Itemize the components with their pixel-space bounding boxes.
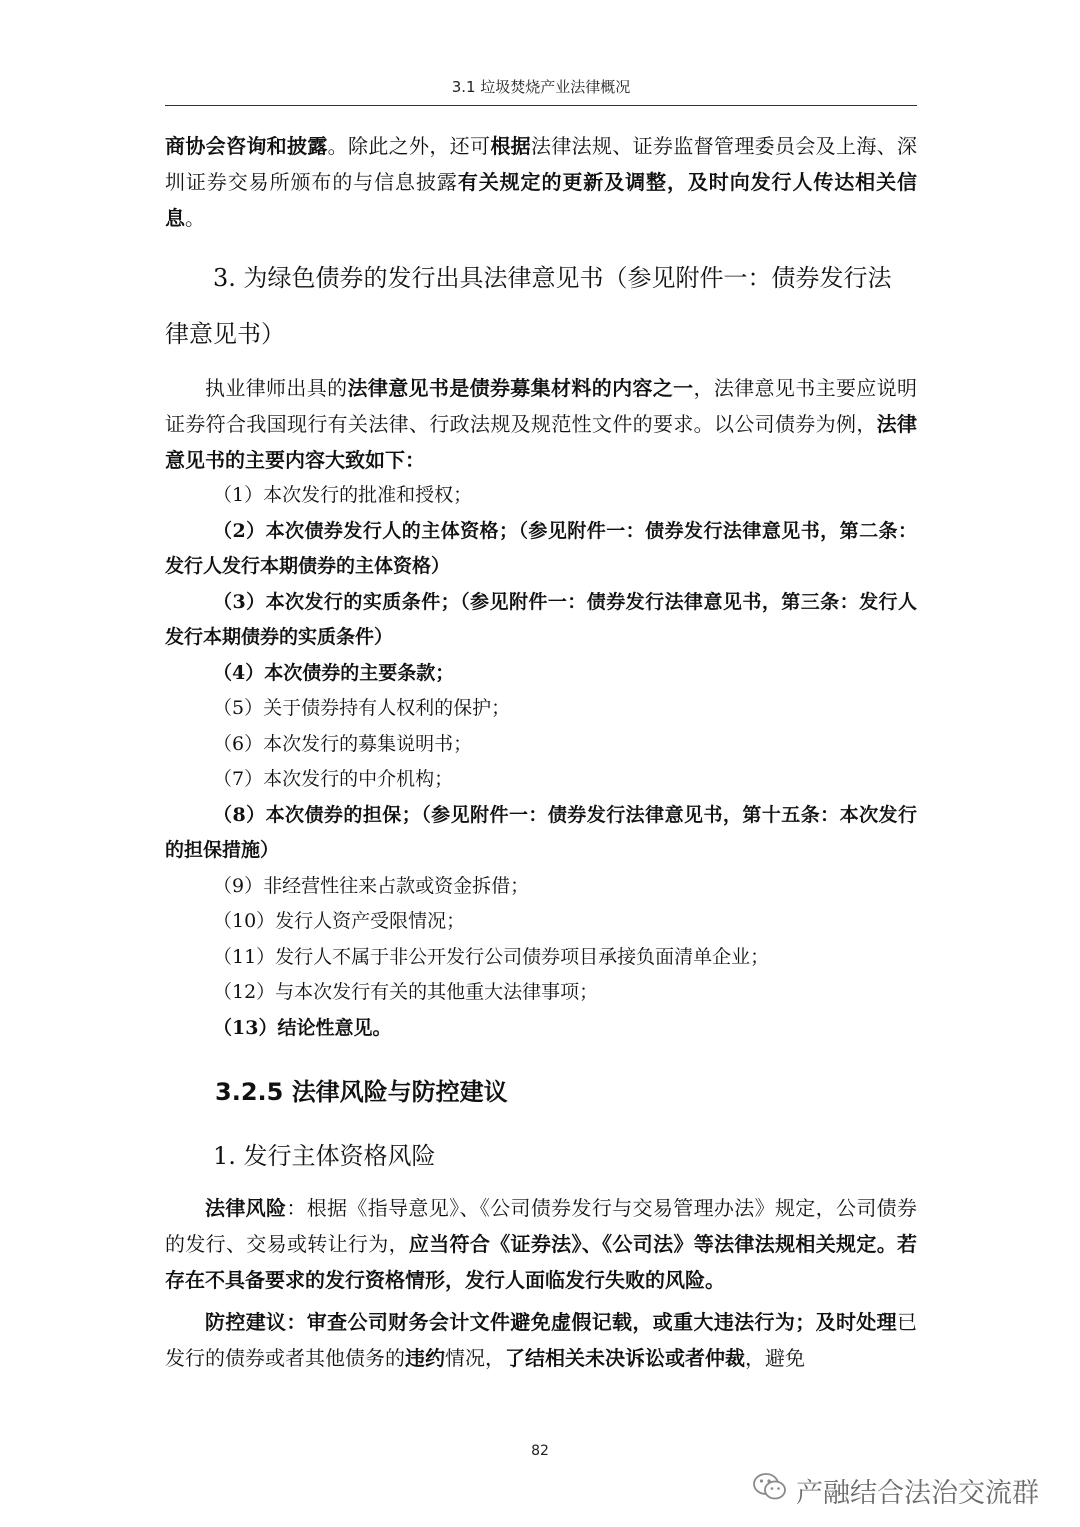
list-item: （9）非经营性往来占款或资金拆借； xyxy=(213,874,530,897)
watermark xyxy=(752,1470,1039,1510)
list-item: （7）本次发行的中介机构； xyxy=(213,768,454,790)
paragraph-legal-risk: 法律风险：根据《指导意见》、《公司债券发行与交易管理办法》规定，公司债券的发行、交易或转让行为，应当符合《证券法》、《公司法》等法律法规相关规定。若存在不具备要求的发行资格情形，发行人面临发行失败的风险。 xyxy=(165,1196,918,1292)
list-item: （5）关于债券持有人权利的保护； xyxy=(213,697,511,719)
list-item: （4）本次债券的主要条款； xyxy=(213,661,455,684)
watermark-text: 产融结合法治交流群 xyxy=(796,1477,1039,1509)
list-item: （1）本次发行的批准和授权； xyxy=(213,484,473,506)
list-item: （3）本次发行的实质条件；（参见附件一：债券发行法律意见书，第三条：发行人发行本期债券的实质条件） xyxy=(165,590,917,648)
list-item: （10）发行人资产受限情况； xyxy=(213,910,466,932)
paragraph-prevention-advice: 防控建议：审查公司财务会计文件避免虚假记载，或重大违法行为；及时处理已发行的债券或者其他债务的违约情况，了结相关未决诉讼或者仲裁，避免 xyxy=(165,1310,917,1370)
heading-legal-opinion-line2: 律意见书） xyxy=(165,320,285,348)
list-item: （8）本次债券的担保；（参见附件一：债券发行法律意见书，第十五条：本次发行的担保措施） xyxy=(165,803,917,861)
paragraph-disclosure: 商协会咨询和披露。除此之外，还可根据法律法规、证券监督管理委员会及上海、深圳证券交易所颁布的与信息披露有关规定的更新及调整，及时向发行人传达相关信息。 xyxy=(165,134,918,230)
legal-opinion-list xyxy=(165,478,917,1046)
running-header: 3.1 垃圾焚烧产业法律概况 xyxy=(451,78,631,96)
page-number: 82 xyxy=(531,1443,549,1459)
paragraph-legal-opinion: 执业律师出具的法律意见书是债券募集材料的内容之一，法律意见书主要应说明证券符合我国现行有关法律、行政法规及规范性文件的要求。以公司债券为例，法律意见书的主要内容大致如下： xyxy=(165,376,918,472)
list-item: （6）本次发行的募集说明书； xyxy=(213,732,473,755)
list-item: （13）结论性意见。 xyxy=(213,1016,392,1039)
list-item: （12）与本次发行有关的其他重大法律事项； xyxy=(213,981,599,1003)
section-heading: 3.2.5 法律风险与防控建议 xyxy=(215,1078,508,1106)
wechat-icon xyxy=(752,1472,788,1509)
subsection-heading: 1. 发行主体资格风险 xyxy=(213,1142,436,1170)
page-content xyxy=(165,128,917,1376)
heading-legal-opinion-line1: 3. 为绿色债券的发行出具法律意见书（参见附件一：债券发行法 xyxy=(213,264,892,292)
list-item: （2）本次债券发行人的主体资格；（参见附件一：债券发行法律意见书，第二条：发行人发行本期债券的主体资格） xyxy=(165,519,917,577)
list-item: （11）发行人不属于非公开发行公司债券项目承接负面清单企业； xyxy=(213,945,770,968)
header-rule xyxy=(165,105,917,106)
